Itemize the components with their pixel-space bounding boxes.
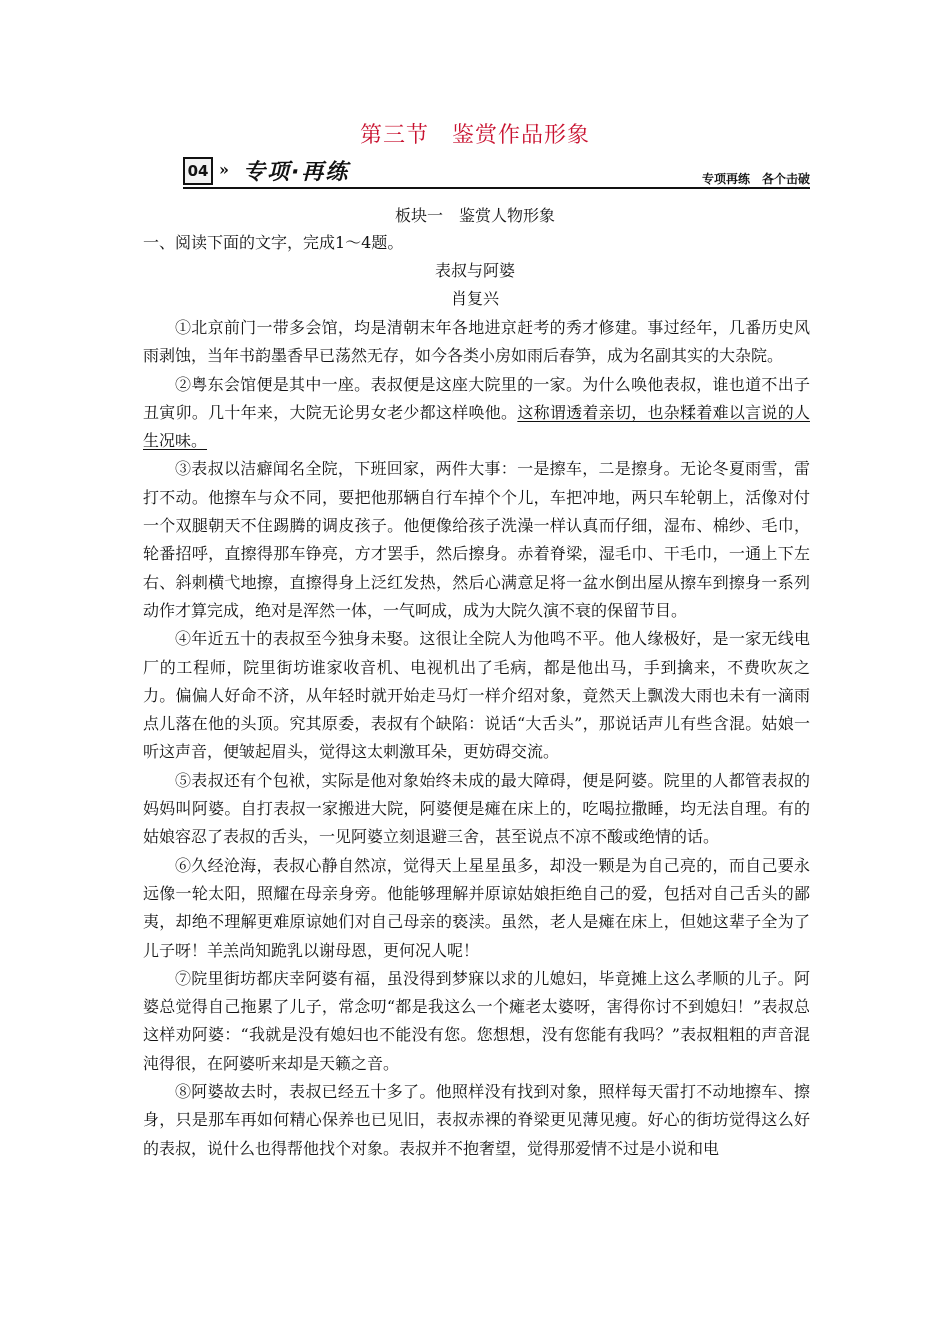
question-instruction: 一、阅读下面的文字，完成1～4题。 — [143, 233, 404, 252]
document-title: 第三节 鉴赏作品形象 — [359, 123, 590, 148]
banner-number-badge: 04 — [183, 157, 213, 185]
section-heading: 板块一 鉴赏人物形象 — [394, 206, 555, 225]
paragraph-6: ⑥久经沧海，表叔心静自然凉，觉得天上星星虽多，却没一颗是为自己亮的，而自己要永远像一轮太阳，照耀在母亲身旁。他能够理解并原谅姑娘拒绝自己的爱，包括对自己舌头的鄙夷，却绝不理解更难原谅她们对自己母亲的亵渎。虽然，老人是瘫在床上，但她这辈子全为了儿子呀！羊羔尚知跪乳以谢母恩，更何况人呢！ — [143, 855, 810, 960]
article-title: 表叔与阿婆 — [434, 261, 515, 280]
article-body — [143, 314, 810, 1163]
article-author: 肖复兴 — [450, 289, 499, 308]
paragraph-8: ⑧阿婆故去时，表叔已经五十多了。他照样没有找到对象，照样每天雷打不动地擦车、擦身，只是那车再如何精心保养也已见旧，表叔赤裸的脊梁更见薄见瘦。好心的街坊觉得这么好的表叔，说什么也得帮他找个对象。表叔并不抱奢望，觉得那爱情不过是小说和电 — [143, 1082, 810, 1158]
banner-subtitle: 专项再练 各个击破 — [701, 172, 810, 186]
chevron-icon: » — [219, 160, 229, 179]
practice-banner — [143, 153, 810, 189]
paragraph-5: ⑤表叔还有个包袱，实际是他对象始终未成的最大障碍，便是阿婆。院里的人都管表叔的妈妈叫阿婆。自打表叔一家搬进大院，阿婆便是瘫在床上的，吃喝拉撒睡，均无法自理。有的姑娘容忍了表叔的舌头，一见阿婆立刻退避三舍，甚至说点不凉不酸或绝情的话。 — [143, 770, 810, 847]
banner-divider — [183, 187, 810, 189]
paragraph-2: ②粤东会馆便是其中一座。表叔便是这座大院里的一家。为什么唤他表叔，谁也道不出子丑寅卯。几十年来，大院无论男女老少都这样唤他。这称谓透着亲切，也杂糅着难以言说的人生况味。 — [143, 374, 810, 451]
banner-heading: 专项·再练 — [243, 160, 350, 185]
underlined-sentence: 这称谓透着亲切，也杂糅着难以言说的人生况味。 — [143, 402, 810, 451]
paragraph-4: ④年近五十的表叔至今独身未娶。这很让全院人为他鸣不平。他人缘极好，是一家无线电厂的工程师，院里街坊谁家收音机、电视机出了毛病，都是他出马，手到擒来，不费吹灰之力。偏偏人好命不济，从年轻时就开始走马灯一样介绍对象，竟然天上飘泼大雨也未有一滴雨点儿落在他的头顶。究其原委，表叔有个缺陷：说话“大舌头”，那说话声儿有些含混。姑娘一听这声音，便皱起眉头，觉得这太刺激耳朵，更妨碍交流。 — [143, 629, 810, 762]
paragraph-7: ⑦院里街坊都庆幸阿婆有福，虽没得到梦寐以求的儿媳妇，毕竟摊上这么孝顺的儿子。阿婆总觉得自己拖累了儿子，常念叨“都是我这么一个瘫老太婆呀，害得你讨不到媳妇！”表叔总这样劝阿婆：“我就是没有媳妇也不能没有您。您想想，没有您能有我吗？”表叔粗粗的声音混沌得很，在阿婆听来却是天籁之音。 — [143, 968, 810, 1073]
paragraph-3: ③表叔以洁癖闻名全院，下班回家，两件大事：一是擦车，二是擦身。无论冬夏雨雪，雷打不动。他擦车与众不同，要把他那辆自行车掉个个儿，车把冲地，两只车轮朝上，活像对付一个双腿朝天不住踢腾的调皮孩子。他便像给孩子洗澡一样认真而仔细，湿布、棉纱、毛巾，轮番招呼，直擦得那车铮亮，方才罢手，然后擦身。赤着脊梁，湿毛巾、干毛巾，一通上下左右、斜刺横弋地擦，直擦得身上泛红发热，然后心满意足将一盆水倒出屋从擦车到擦身一系列动作才算完成，绝对是浑然一体，一气呵成，成为大院久演不衰的保留节目。 — [143, 459, 810, 620]
paragraph-1: ①北京前门一带多会馆，均是清朝末年各地进京赶考的秀才修建。事过经年，几番历史风雨剥蚀，当年书韵墨香早已荡然无存，如今各类小房如雨后春笋，成为名副其实的大杂院。 — [143, 318, 810, 366]
